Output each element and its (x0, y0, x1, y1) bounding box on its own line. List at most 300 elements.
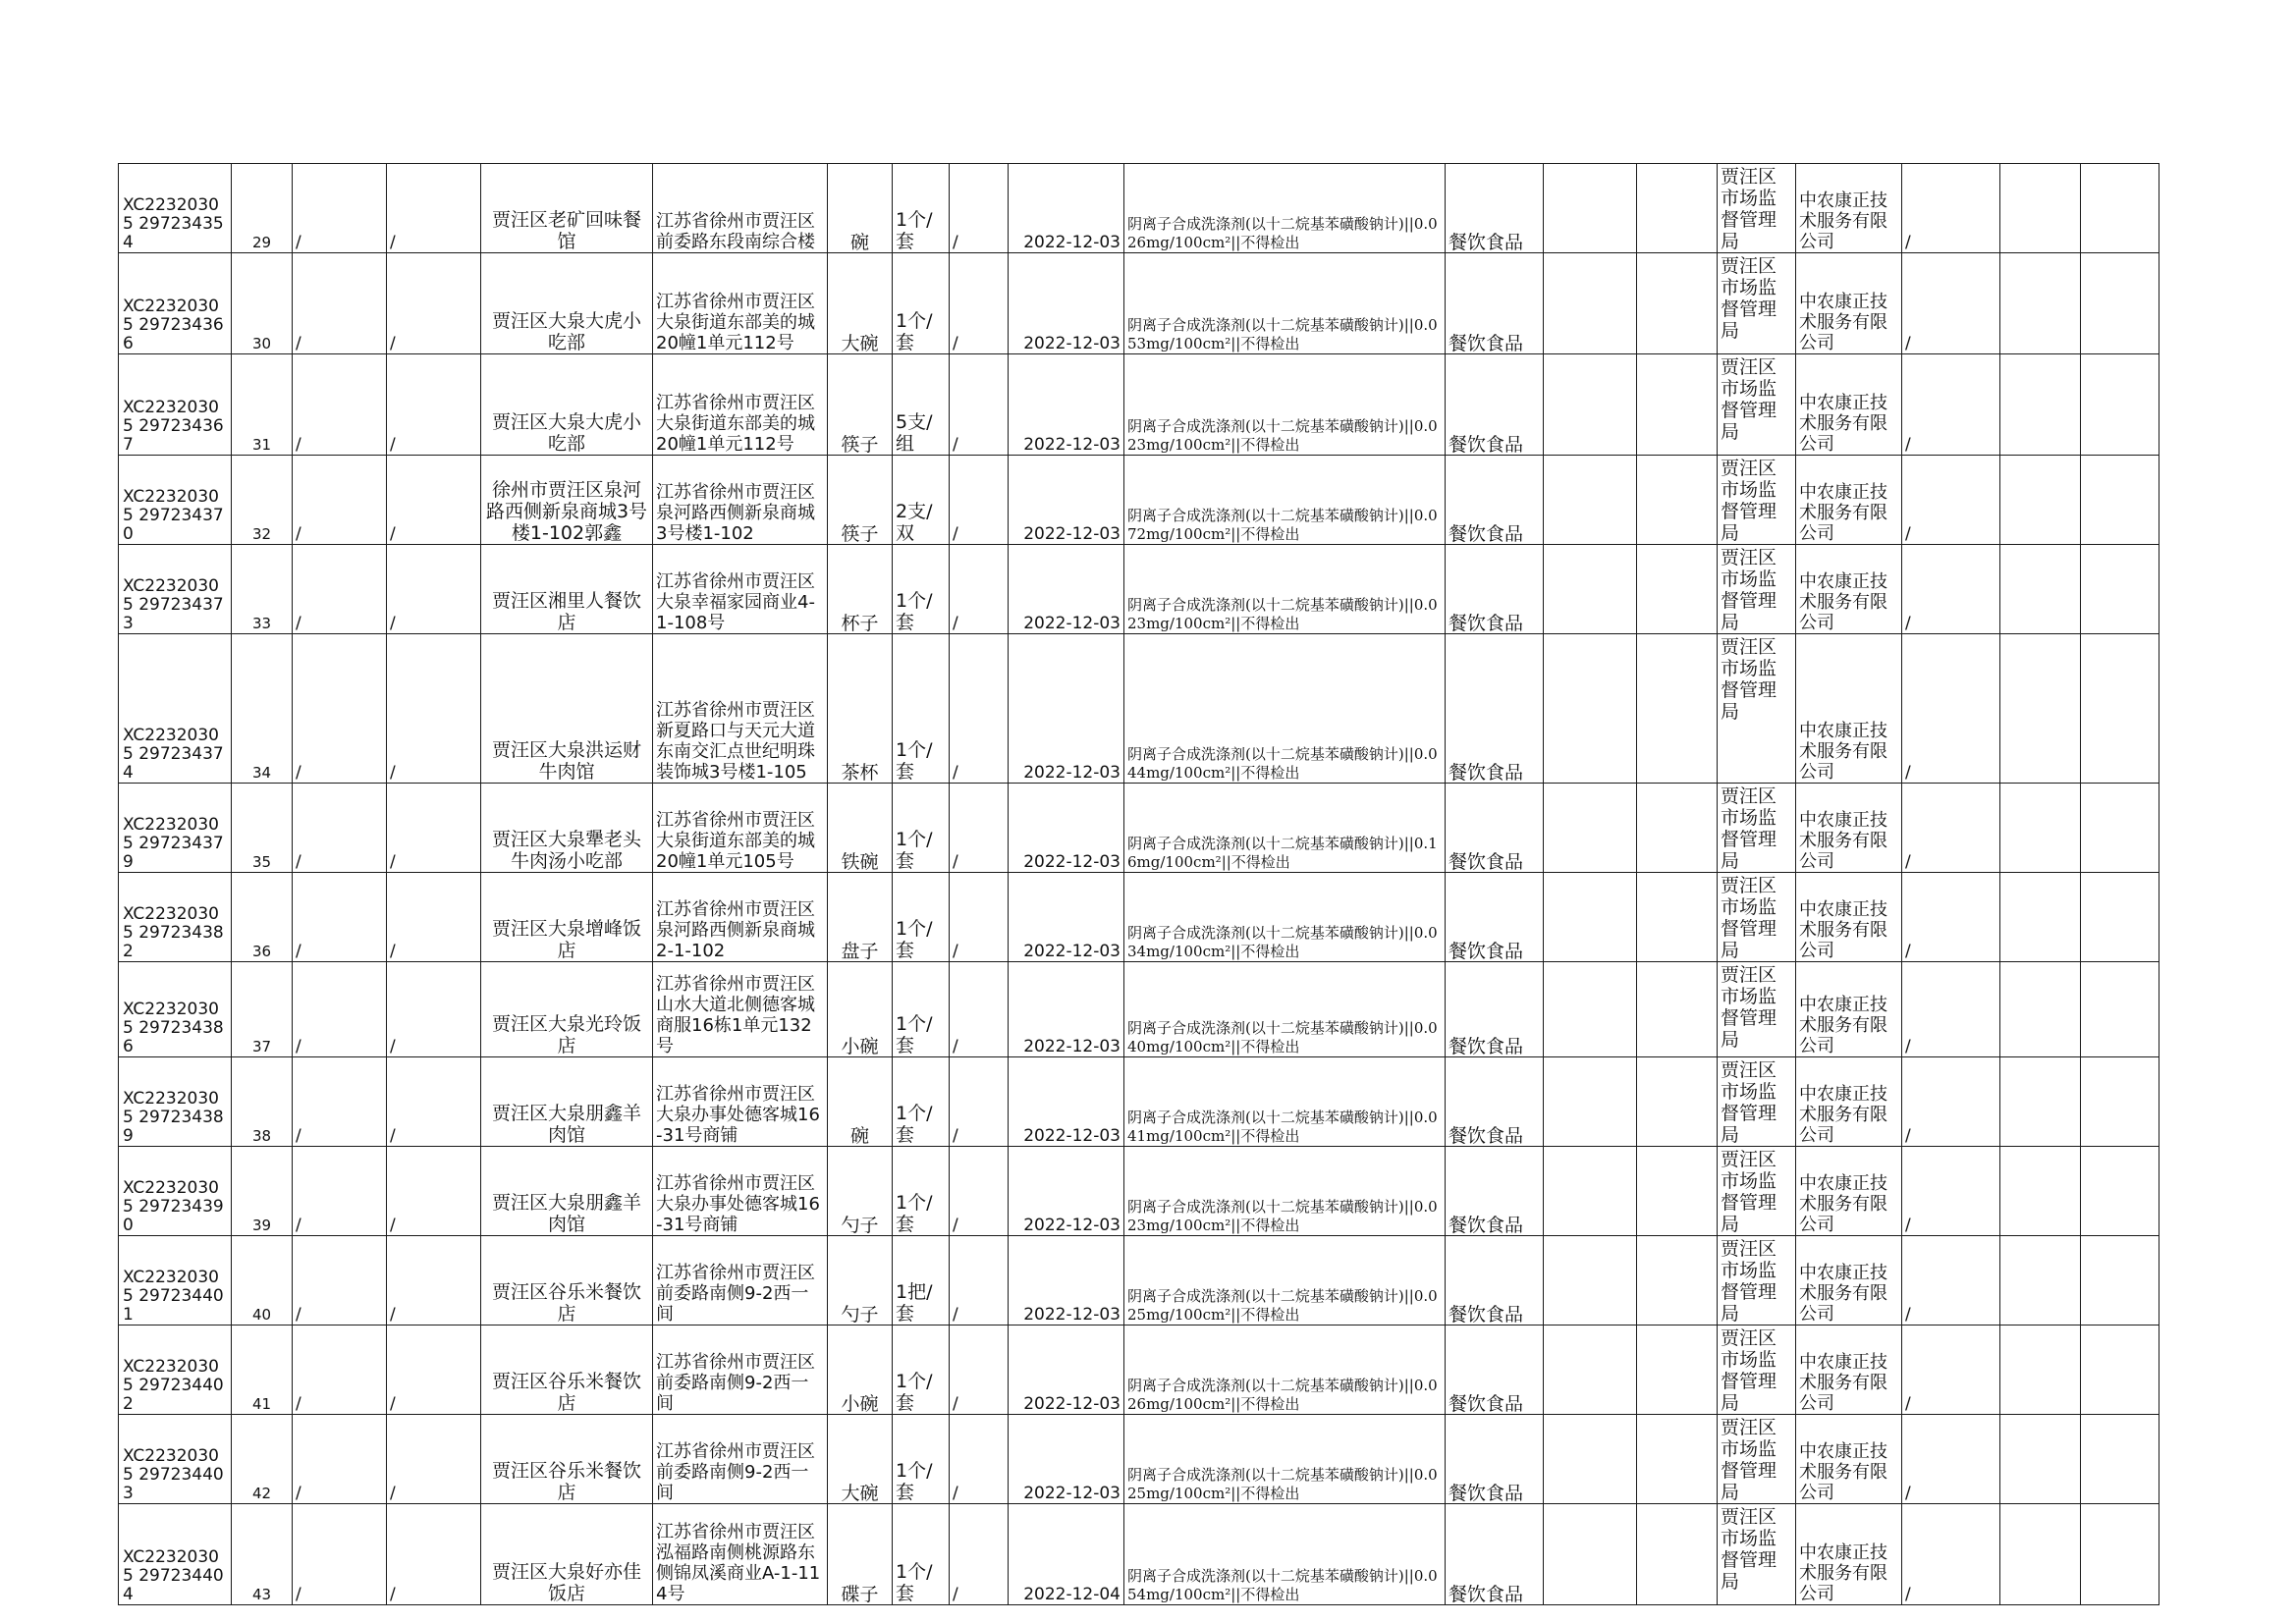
row-number-cell: 29 (232, 164, 293, 253)
table-row (119, 545, 2159, 634)
test-result-cell: 阴离子合成洗涤剂(以十二烷基苯磺酸钠计)||0.026mg/100cm²||不得检出 (1124, 1325, 1446, 1415)
authority-cell: 贾汪区市场监督管理局 (1718, 1236, 1796, 1325)
empty-cell (2081, 1057, 2159, 1147)
placeholder-cell: / (1902, 354, 2000, 456)
business-name-cell: 贾汪区大泉朋鑫羊肉馆 (481, 1057, 653, 1147)
sample-name-cell: 勺子 (828, 1147, 893, 1236)
business-name-cell: 贾汪区大泉大虎小吃部 (481, 253, 653, 354)
test-result-cell: 阴离子合成洗涤剂(以十二烷基苯磺酸钠计)||0.034mg/100cm²||不得检出 (1124, 873, 1446, 962)
placeholder-cell: / (293, 354, 387, 456)
food-category-cell: 餐饮食品 (1446, 784, 1544, 873)
placeholder-cell: / (387, 164, 481, 253)
food-category-cell: 餐饮食品 (1446, 354, 1544, 456)
placeholder-cell: / (387, 784, 481, 873)
empty-cell (1637, 456, 1718, 545)
business-name-cell: 贾汪区谷乐米餐饮店 (481, 1236, 653, 1325)
sample-name-cell: 大碗 (828, 1415, 893, 1504)
sampling-date-cell: 2022-12-03 (1009, 456, 1124, 545)
business-name-cell: 贾汪区大泉犟老头牛肉汤小吃部 (481, 784, 653, 873)
placeholder-cell: / (387, 1504, 481, 1605)
empty-cell (1544, 1415, 1637, 1504)
sample-code-cell: XC22320305 297234386 (119, 962, 232, 1057)
business-name-cell: 贾汪区大泉光玲饭店 (481, 962, 653, 1057)
sample-name-cell: 碟子 (828, 1504, 893, 1605)
sample-code-cell: XC22320305 297234390 (119, 1147, 232, 1236)
sample-code-cell: XC22320305 297234373 (119, 545, 232, 634)
test-result-cell: 阴离子合成洗涤剂(以十二烷基苯磺酸钠计)||0.023mg/100cm²||不得检出 (1124, 354, 1446, 456)
sampling-date-cell: 2022-12-03 (1009, 164, 1124, 253)
food-category-cell: 餐饮食品 (1446, 1147, 1544, 1236)
placeholder-cell: / (950, 253, 1009, 354)
business-address-cell: 江苏省徐州市贾汪区大泉幸福家园商业4-1-108号 (653, 545, 828, 634)
food-category-cell: 餐饮食品 (1446, 634, 1544, 784)
placeholder-cell: / (387, 1057, 481, 1147)
inspection-results-table-sheet (118, 163, 2159, 1605)
empty-cell (1544, 1325, 1637, 1415)
business-name-cell: 徐州市贾汪区泉河路西侧新泉商城3号楼1-102郭鑫 (481, 456, 653, 545)
sampling-date-cell: 2022-12-03 (1009, 354, 1124, 456)
table-row (119, 962, 2159, 1057)
sample-code-cell: XC22320305 297234370 (119, 456, 232, 545)
placeholder-cell: / (293, 1057, 387, 1147)
sample-name-cell: 筷子 (828, 354, 893, 456)
test-result-cell: 阴离子合成洗涤剂(以十二烷基苯磺酸钠计)||0.054mg/100cm²||不得检出 (1124, 1504, 1446, 1605)
empty-cell (2081, 634, 2159, 784)
sample-code-cell: XC22320305 297234354 (119, 164, 232, 253)
business-name-cell: 贾汪区大泉好亦佳饭店 (481, 1504, 653, 1605)
placeholder-cell: / (293, 784, 387, 873)
table-row (119, 634, 2159, 784)
empty-cell (2081, 354, 2159, 456)
empty-cell (2000, 354, 2081, 456)
empty-cell (2000, 253, 2081, 354)
business-name-cell: 贾汪区谷乐米餐饮店 (481, 1415, 653, 1504)
test-result-cell: 阴离子合成洗涤剂(以十二烷基苯磺酸钠计)||0.040mg/100cm²||不得检出 (1124, 962, 1446, 1057)
test-result-cell: 阴离子合成洗涤剂(以十二烷基苯磺酸钠计)||0.023mg/100cm²||不得检出 (1124, 1147, 1446, 1236)
sampling-date-cell: 2022-12-03 (1009, 545, 1124, 634)
placeholder-cell: / (1902, 1325, 2000, 1415)
sample-spec-cell: 1个/套 (893, 1057, 950, 1147)
business-name-cell: 贾汪区大泉增峰饭店 (481, 873, 653, 962)
placeholder-cell: / (950, 456, 1009, 545)
authority-cell: 贾汪区市场监督管理局 (1718, 164, 1796, 253)
empty-cell (1544, 354, 1637, 456)
row-number-cell: 34 (232, 634, 293, 784)
empty-cell (2081, 545, 2159, 634)
sample-code-cell: XC22320305 297234402 (119, 1325, 232, 1415)
authority-cell: 贾汪区市场监督管理局 (1718, 1147, 1796, 1236)
empty-cell (1544, 1504, 1637, 1605)
sample-code-cell: XC22320305 297234379 (119, 784, 232, 873)
placeholder-cell: / (950, 962, 1009, 1057)
testing-organization-cell: 中农康正技术服务有限公司 (1796, 1325, 1902, 1415)
food-category-cell: 餐饮食品 (1446, 164, 1544, 253)
sample-name-cell: 勺子 (828, 1236, 893, 1325)
testing-organization-cell: 中农康正技术服务有限公司 (1796, 164, 1902, 253)
sampling-date-cell: 2022-12-03 (1009, 1147, 1124, 1236)
placeholder-cell: / (950, 1504, 1009, 1605)
empty-cell (2081, 253, 2159, 354)
empty-cell (2081, 784, 2159, 873)
placeholder-cell: / (387, 873, 481, 962)
empty-cell (1544, 1236, 1637, 1325)
sample-name-cell: 小碗 (828, 1325, 893, 1415)
sample-spec-cell: 1个/套 (893, 1147, 950, 1236)
sample-name-cell: 碗 (828, 1057, 893, 1147)
placeholder-cell: / (293, 164, 387, 253)
business-address-cell: 江苏省徐州市贾汪区前委路南侧9-2西一间 (653, 1415, 828, 1504)
testing-organization-cell: 中农康正技术服务有限公司 (1796, 1236, 1902, 1325)
table-row (119, 1504, 2159, 1605)
sample-spec-cell: 1个/套 (893, 1504, 950, 1605)
empty-cell (2081, 1504, 2159, 1605)
empty-cell (1637, 164, 1718, 253)
placeholder-cell: / (293, 1147, 387, 1236)
sampling-date-cell: 2022-12-03 (1009, 1236, 1124, 1325)
food-category-cell: 餐饮食品 (1446, 1057, 1544, 1147)
row-number-cell: 42 (232, 1415, 293, 1504)
table-row (119, 1236, 2159, 1325)
table-body (119, 164, 2159, 1605)
sample-name-cell: 筷子 (828, 456, 893, 545)
inspection-results-table (118, 163, 2159, 1605)
empty-cell (2081, 1147, 2159, 1236)
row-number-cell: 30 (232, 253, 293, 354)
business-name-cell: 贾汪区大泉朋鑫羊肉馆 (481, 1147, 653, 1236)
testing-organization-cell: 中农康正技术服务有限公司 (1796, 1147, 1902, 1236)
empty-cell (1544, 873, 1637, 962)
business-name-cell: 贾汪区老矿回味餐馆 (481, 164, 653, 253)
empty-cell (1637, 962, 1718, 1057)
placeholder-cell: / (950, 1057, 1009, 1147)
empty-cell (2000, 545, 2081, 634)
empty-cell (1637, 873, 1718, 962)
placeholder-cell: / (293, 873, 387, 962)
food-category-cell: 餐饮食品 (1446, 962, 1544, 1057)
sampling-date-cell: 2022-12-03 (1009, 873, 1124, 962)
empty-cell (2000, 456, 2081, 545)
empty-cell (2000, 1236, 2081, 1325)
sample-spec-cell: 1个/套 (893, 164, 950, 253)
row-number-cell: 36 (232, 873, 293, 962)
authority-cell: 贾汪区市场监督管理局 (1718, 1325, 1796, 1415)
sample-spec-cell: 1个/套 (893, 545, 950, 634)
business-address-cell: 江苏省徐州市贾汪区大泉办事处德客城16-31号商铺 (653, 1147, 828, 1236)
business-name-cell: 贾汪区谷乐米餐饮店 (481, 1325, 653, 1415)
placeholder-cell: / (950, 1325, 1009, 1415)
empty-cell (2000, 873, 2081, 962)
sample-code-cell: XC22320305 297234367 (119, 354, 232, 456)
sample-spec-cell: 1个/套 (893, 962, 950, 1057)
placeholder-cell: / (387, 1415, 481, 1504)
placeholder-cell: / (1902, 1236, 2000, 1325)
business-address-cell: 江苏省徐州市贾汪区泓福路南侧桃源路东侧锦凤溪商业A-1-114号 (653, 1504, 828, 1605)
business-name-cell: 贾汪区大泉大虎小吃部 (481, 354, 653, 456)
food-category-cell: 餐饮食品 (1446, 545, 1544, 634)
sample-spec-cell: 2支/双 (893, 456, 950, 545)
test-result-cell: 阴离子合成洗涤剂(以十二烷基苯磺酸钠计)||0.026mg/100cm²||不得检出 (1124, 164, 1446, 253)
placeholder-cell: / (1902, 1057, 2000, 1147)
row-number-cell: 38 (232, 1057, 293, 1147)
placeholder-cell: / (387, 1147, 481, 1236)
sample-code-cell: XC22320305 297234389 (119, 1057, 232, 1147)
test-result-cell: 阴离子合成洗涤剂(以十二烷基苯磺酸钠计)||0.023mg/100cm²||不得检出 (1124, 545, 1446, 634)
sample-spec-cell: 1个/套 (893, 873, 950, 962)
placeholder-cell: / (293, 1415, 387, 1504)
table-row (119, 1325, 2159, 1415)
empty-cell (1637, 1057, 1718, 1147)
empty-cell (1544, 164, 1637, 253)
sample-code-cell: XC22320305 297234374 (119, 634, 232, 784)
placeholder-cell: / (387, 962, 481, 1057)
food-category-cell: 餐饮食品 (1446, 1325, 1544, 1415)
sample-code-cell: XC22320305 297234366 (119, 253, 232, 354)
placeholder-cell: / (293, 1236, 387, 1325)
empty-cell (1637, 634, 1718, 784)
table-row (119, 164, 2159, 253)
row-number-cell: 33 (232, 545, 293, 634)
placeholder-cell: / (387, 1325, 481, 1415)
business-address-cell: 江苏省徐州市贾汪区泉河路西侧新泉商城2-1-102 (653, 873, 828, 962)
testing-organization-cell: 中农康正技术服务有限公司 (1796, 634, 1902, 784)
authority-cell: 贾汪区市场监督管理局 (1718, 873, 1796, 962)
authority-cell: 贾汪区市场监督管理局 (1718, 253, 1796, 354)
authority-cell: 贾汪区市场监督管理局 (1718, 1057, 1796, 1147)
row-number-cell: 41 (232, 1325, 293, 1415)
sample-code-cell: XC22320305 297234382 (119, 873, 232, 962)
sample-name-cell: 碗 (828, 164, 893, 253)
row-number-cell: 32 (232, 456, 293, 545)
sample-spec-cell: 1个/套 (893, 634, 950, 784)
placeholder-cell: / (1902, 164, 2000, 253)
empty-cell (1637, 354, 1718, 456)
table-row (119, 253, 2159, 354)
empty-cell (1637, 784, 1718, 873)
table-row (119, 873, 2159, 962)
empty-cell (2081, 164, 2159, 253)
empty-cell (1544, 634, 1637, 784)
placeholder-cell: / (950, 164, 1009, 253)
empty-cell (2000, 962, 2081, 1057)
testing-organization-cell: 中农康正技术服务有限公司 (1796, 784, 1902, 873)
empty-cell (1637, 545, 1718, 634)
test-result-cell: 阴离子合成洗涤剂(以十二烷基苯磺酸钠计)||0.053mg/100cm²||不得检出 (1124, 253, 1446, 354)
sample-name-cell: 茶杯 (828, 634, 893, 784)
placeholder-cell: / (1902, 1504, 2000, 1605)
sample-name-cell: 盘子 (828, 873, 893, 962)
authority-cell: 贾汪区市场监督管理局 (1718, 962, 1796, 1057)
empty-cell (1544, 1057, 1637, 1147)
placeholder-cell: / (950, 784, 1009, 873)
authority-cell: 贾汪区市场监督管理局 (1718, 456, 1796, 545)
placeholder-cell: / (387, 354, 481, 456)
testing-organization-cell: 中农康正技术服务有限公司 (1796, 1504, 1902, 1605)
sample-code-cell: XC22320305 297234401 (119, 1236, 232, 1325)
empty-cell (2000, 634, 2081, 784)
placeholder-cell: / (293, 1504, 387, 1605)
sample-spec-cell: 1个/套 (893, 1325, 950, 1415)
business-address-cell: 江苏省徐州市贾汪区大泉街道东部美的城20幢1单元105号 (653, 784, 828, 873)
placeholder-cell: / (1902, 873, 2000, 962)
empty-cell (1637, 1504, 1718, 1605)
empty-cell (1544, 253, 1637, 354)
business-address-cell: 江苏省徐州市贾汪区新夏路口与天元大道东南交汇点世纪明珠装饰城3号楼1-105 (653, 634, 828, 784)
empty-cell (2000, 1147, 2081, 1236)
placeholder-cell: / (293, 1325, 387, 1415)
row-number-cell: 39 (232, 1147, 293, 1236)
empty-cell (1544, 1147, 1637, 1236)
empty-cell (2000, 1325, 2081, 1415)
sample-spec-cell: 1个/套 (893, 253, 950, 354)
business-name-cell: 贾汪区大泉洪运财牛肉馆 (481, 634, 653, 784)
sample-name-cell: 大碗 (828, 253, 893, 354)
food-category-cell: 餐饮食品 (1446, 456, 1544, 545)
sample-spec-cell: 1个/套 (893, 1415, 950, 1504)
testing-organization-cell: 中农康正技术服务有限公司 (1796, 873, 1902, 962)
empty-cell (2000, 164, 2081, 253)
empty-cell (2081, 873, 2159, 962)
sampling-date-cell: 2022-12-04 (1009, 1504, 1124, 1605)
business-address-cell: 江苏省徐州市贾汪区泉河路西侧新泉商城3号楼1-102 (653, 456, 828, 545)
testing-organization-cell: 中农康正技术服务有限公司 (1796, 456, 1902, 545)
table-row (119, 784, 2159, 873)
placeholder-cell: / (950, 873, 1009, 962)
placeholder-cell: / (1902, 962, 2000, 1057)
sampling-date-cell: 2022-12-03 (1009, 784, 1124, 873)
placeholder-cell: / (293, 634, 387, 784)
test-result-cell: 阴离子合成洗涤剂(以十二烷基苯磺酸钠计)||0.16mg/100cm²||不得检出 (1124, 784, 1446, 873)
empty-cell (1637, 1147, 1718, 1236)
placeholder-cell: / (387, 545, 481, 634)
placeholder-cell: / (950, 354, 1009, 456)
empty-cell (1637, 253, 1718, 354)
test-result-cell: 阴离子合成洗涤剂(以十二烷基苯磺酸钠计)||0.041mg/100cm²||不得检出 (1124, 1057, 1446, 1147)
business-name-cell: 贾汪区湘里人餐饮店 (481, 545, 653, 634)
placeholder-cell: / (1902, 634, 2000, 784)
testing-organization-cell: 中农康正技术服务有限公司 (1796, 1415, 1902, 1504)
business-address-cell: 江苏省徐州市贾汪区前委路南侧9-2西一间 (653, 1325, 828, 1415)
test-result-cell: 阴离子合成洗涤剂(以十二烷基苯磺酸钠计)||0.025mg/100cm²||不得检出 (1124, 1415, 1446, 1504)
empty-cell (2000, 1057, 2081, 1147)
sampling-date-cell: 2022-12-03 (1009, 634, 1124, 784)
row-number-cell: 31 (232, 354, 293, 456)
authority-cell: 贾汪区市场监督管理局 (1718, 545, 1796, 634)
table-row (119, 456, 2159, 545)
placeholder-cell: / (293, 456, 387, 545)
empty-cell (2081, 962, 2159, 1057)
testing-organization-cell: 中农康正技术服务有限公司 (1796, 962, 1902, 1057)
empty-cell (2081, 1325, 2159, 1415)
empty-cell (1544, 545, 1637, 634)
empty-cell (2081, 456, 2159, 545)
sampling-date-cell: 2022-12-03 (1009, 253, 1124, 354)
row-number-cell: 40 (232, 1236, 293, 1325)
row-number-cell: 37 (232, 962, 293, 1057)
sampling-date-cell: 2022-12-03 (1009, 1057, 1124, 1147)
test-result-cell: 阴离子合成洗涤剂(以十二烷基苯磺酸钠计)||0.044mg/100cm²||不得检出 (1124, 634, 1446, 784)
placeholder-cell: / (1902, 1415, 2000, 1504)
business-address-cell: 江苏省徐州市贾汪区前委路南侧9-2西一间 (653, 1236, 828, 1325)
authority-cell: 贾汪区市场监督管理局 (1718, 634, 1796, 784)
empty-cell (1637, 1415, 1718, 1504)
authority-cell: 贾汪区市场监督管理局 (1718, 784, 1796, 873)
food-category-cell: 餐饮食品 (1446, 1236, 1544, 1325)
business-address-cell: 江苏省徐州市贾汪区大泉街道东部美的城20幢1单元112号 (653, 253, 828, 354)
authority-cell: 贾汪区市场监督管理局 (1718, 1504, 1796, 1605)
table-row (119, 354, 2159, 456)
sample-name-cell: 铁碗 (828, 784, 893, 873)
placeholder-cell: / (293, 962, 387, 1057)
empty-cell (2000, 784, 2081, 873)
testing-organization-cell: 中农康正技术服务有限公司 (1796, 1057, 1902, 1147)
sample-name-cell: 杯子 (828, 545, 893, 634)
placeholder-cell: / (387, 1236, 481, 1325)
placeholder-cell: / (1902, 253, 2000, 354)
food-category-cell: 餐饮食品 (1446, 1415, 1544, 1504)
placeholder-cell: / (387, 253, 481, 354)
business-address-cell: 江苏省徐州市贾汪区大泉街道东部美的城20幢1单元112号 (653, 354, 828, 456)
empty-cell (2081, 1415, 2159, 1504)
sample-spec-cell: 1把/套 (893, 1236, 950, 1325)
food-category-cell: 餐饮食品 (1446, 253, 1544, 354)
empty-cell (1637, 1325, 1718, 1415)
empty-cell (1544, 456, 1637, 545)
placeholder-cell: / (293, 545, 387, 634)
sample-code-cell: XC22320305 297234403 (119, 1415, 232, 1504)
empty-cell (1544, 962, 1637, 1057)
food-category-cell: 餐饮食品 (1446, 1504, 1544, 1605)
empty-cell (1637, 1236, 1718, 1325)
sampling-date-cell: 2022-12-03 (1009, 962, 1124, 1057)
food-category-cell: 餐饮食品 (1446, 873, 1544, 962)
empty-cell (2081, 1236, 2159, 1325)
placeholder-cell: / (1902, 784, 2000, 873)
testing-organization-cell: 中农康正技术服务有限公司 (1796, 354, 1902, 456)
empty-cell (2000, 1504, 2081, 1605)
sample-spec-cell: 1个/套 (893, 784, 950, 873)
placeholder-cell: / (950, 1147, 1009, 1236)
table-row (119, 1057, 2159, 1147)
table-row (119, 1147, 2159, 1236)
testing-organization-cell: 中农康正技术服务有限公司 (1796, 545, 1902, 634)
authority-cell: 贾汪区市场监督管理局 (1718, 354, 1796, 456)
row-number-cell: 35 (232, 784, 293, 873)
sampling-date-cell: 2022-12-03 (1009, 1415, 1124, 1504)
business-address-cell: 江苏省徐州市贾汪区山水大道北侧德客城商服16栋1单元132号 (653, 962, 828, 1057)
testing-organization-cell: 中农康正技术服务有限公司 (1796, 253, 1902, 354)
placeholder-cell: / (1902, 1147, 2000, 1236)
authority-cell: 贾汪区市场监督管理局 (1718, 1415, 1796, 1504)
sample-spec-cell: 5支/组 (893, 354, 950, 456)
test-result-cell: 阴离子合成洗涤剂(以十二烷基苯磺酸钠计)||0.025mg/100cm²||不得检出 (1124, 1236, 1446, 1325)
placeholder-cell: / (950, 545, 1009, 634)
sampling-date-cell: 2022-12-03 (1009, 1325, 1124, 1415)
row-number-cell: 43 (232, 1504, 293, 1605)
placeholder-cell: / (387, 634, 481, 784)
business-address-cell: 江苏省徐州市贾汪区大泉办事处德客城16-31号商铺 (653, 1057, 828, 1147)
empty-cell (2000, 1415, 2081, 1504)
table-row (119, 1415, 2159, 1504)
sample-code-cell: XC22320305 297234404 (119, 1504, 232, 1605)
business-address-cell: 江苏省徐州市贾汪区前委路东段南综合楼 (653, 164, 828, 253)
placeholder-cell: / (387, 456, 481, 545)
placeholder-cell: / (950, 1236, 1009, 1325)
placeholder-cell: / (1902, 456, 2000, 545)
placeholder-cell: / (293, 253, 387, 354)
placeholder-cell: / (950, 634, 1009, 784)
test-result-cell: 阴离子合成洗涤剂(以十二烷基苯磺酸钠计)||0.072mg/100cm²||不得检出 (1124, 456, 1446, 545)
empty-cell (1544, 784, 1637, 873)
